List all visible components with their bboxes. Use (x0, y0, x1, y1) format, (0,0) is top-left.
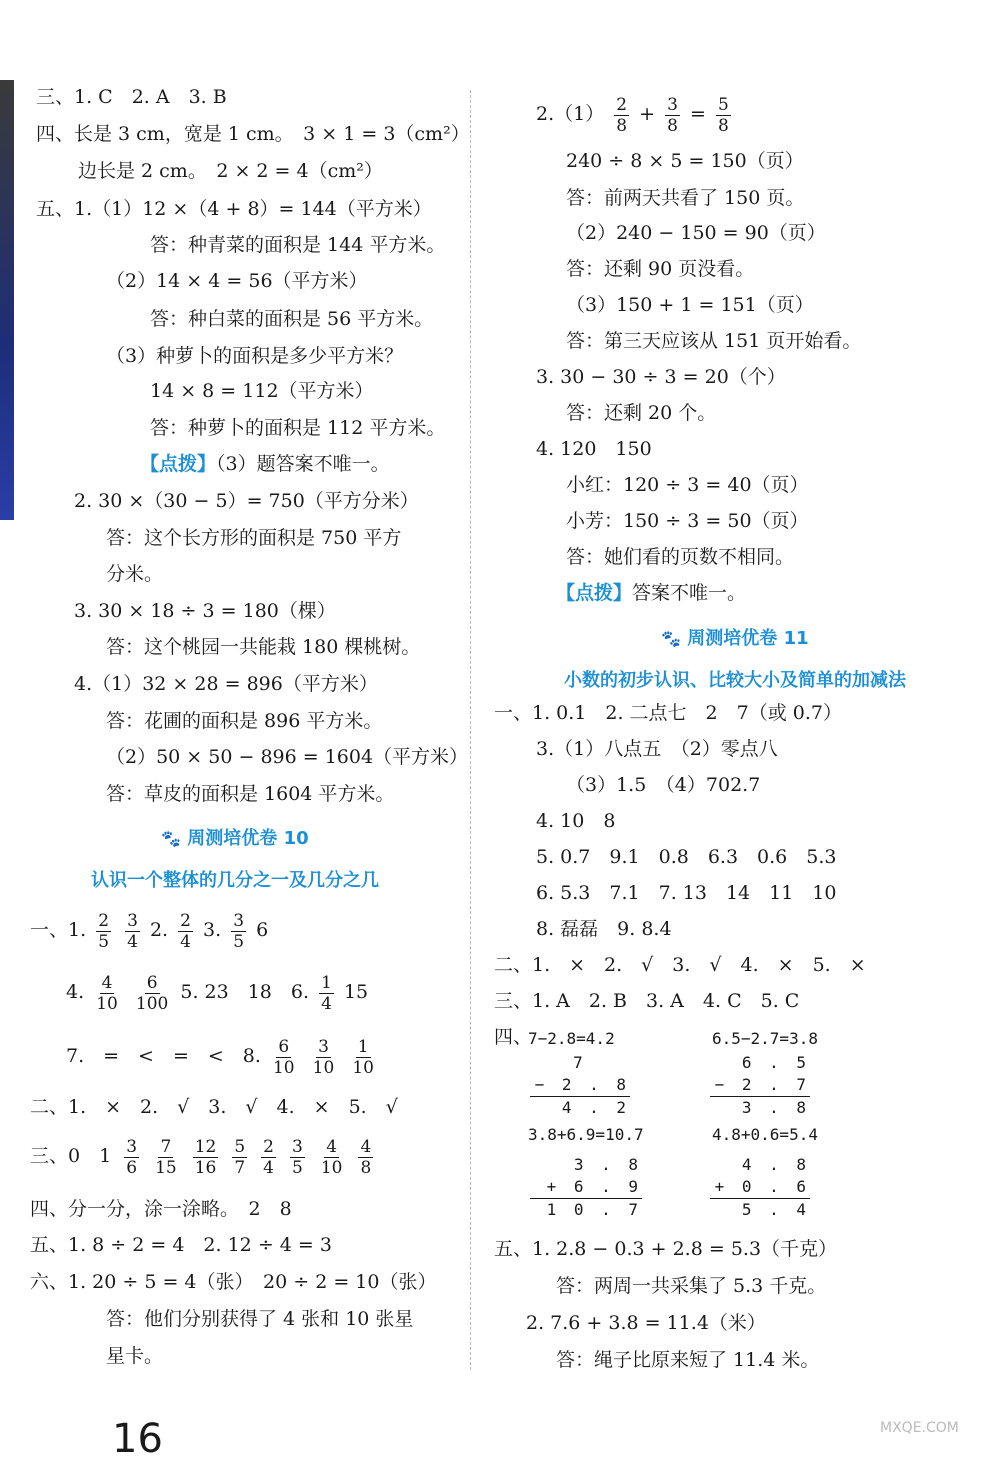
answer-line: 答：绳子比原来短了 11.4 米。 (556, 1349, 820, 1371)
hint-text: 答案不唯一。 (632, 582, 747, 604)
answer-line: 分米。 (106, 563, 164, 585)
vertical-calculation: 4 . 8 + 0 . 6 5 . 4 (710, 1154, 810, 1221)
answer-line: 3. 30 − 30 ÷ 3 = 20（个） (536, 366, 786, 388)
answer-line: 2. 7.6 + 3.8 = 11.4（米） (526, 1312, 766, 1334)
paw-icon: 🐾 (161, 829, 182, 848)
answer-line: 五、1. 2.8 − 0.3 + 2.8 = 5.3（千克） (494, 1238, 838, 1260)
answer-line: 二、1. × 2. √ 3. √ 4. × 5. × (494, 954, 866, 976)
calc-equation: 6.5−2.7=3.8 (712, 1029, 818, 1048)
watermark: MXQE.COM (880, 1420, 959, 1436)
answer-line: 四、 (494, 1026, 533, 1048)
answer-line: 3.（1）八点五 （2）零点八 (536, 738, 778, 760)
fraction: $\frac{5}{7}$ (234, 1136, 246, 1178)
answer-line: 一、1. 0.1 2. 二点七 2 7（或 0.7） (494, 702, 842, 724)
fraction: $\frac{2}{4}$ (263, 1136, 274, 1178)
fraction: $\frac{12}{16}$ (194, 1136, 217, 1178)
answer-line: 4. 120 150 (536, 438, 652, 460)
answer-line: 答：这个桃园一共能栽 180 棵桃树。 (106, 636, 421, 658)
answer-line: （2）50 × 50 − 896 = 1604（平方米） (106, 746, 469, 768)
fraction: $\frac{2}{8}$ (616, 94, 628, 136)
answer-line: 二、1. × 2. √ 3. √ 4. × 5. √ (30, 1096, 398, 1118)
answer-line: 三、1. C 2. A 3. B (36, 86, 227, 108)
answer-line: 4. 10 8 (536, 810, 616, 832)
answer-line-fractions: 4. $\frac{4}{10}$ $\frac{6}{100}$ 5. 23 18 6. $\frac{1}{4}$ 15 (66, 972, 369, 1014)
hint-tag: 【点拨】 (140, 453, 217, 475)
answer-line: 答：她们看的页数不相同。 (566, 546, 795, 568)
answer-line: 2. 30 ×（30 − 5）= 750（平方分米） (74, 490, 419, 512)
fraction: $\frac{3}{10}$ (312, 1036, 335, 1078)
answer-line: 边长是 2 cm。 2 × 2 = 4（cm²） (78, 160, 383, 182)
calc-equation: 3.8+6.9=10.7 (528, 1125, 644, 1144)
vertical-calculation (528, 1124, 644, 1146)
fraction: $\frac{3}{4}$ (127, 910, 138, 952)
hint-line (556, 582, 746, 604)
vertical-calculation: 6 . 5 − 2 . 7 3 . 8 (710, 1052, 810, 1119)
hint-tag: 【点拨】 (556, 582, 633, 604)
answer-line: 答：草皮的面积是 1604 平方米。 (106, 783, 395, 805)
vertical-calculation: 7 − 2 . 8 4 . 2 (530, 1052, 630, 1119)
answer-line: 答：前两天共看了 150 页。 (566, 187, 805, 209)
answer-line-fractions: 一、1. $\frac{2}{5}$ $\frac{3}{4}$ 2. $\frac{2}{4}$ 3. $\frac{3}{5}$ 6 (30, 910, 269, 952)
section-title: 🐾 周测培优卷 10 (161, 828, 309, 849)
fraction: $\frac{3}{5}$ (233, 910, 245, 952)
fraction: $\frac{7}{15}$ (155, 1136, 177, 1178)
answer-line: 答：种青菜的面积是 144 平方米。 (150, 234, 446, 256)
answer-line: 答：花圃的面积是 896 平方米。 (106, 710, 383, 732)
answer-line: （2）14 × 4 = 56（平方米） (106, 270, 368, 292)
answer-line-fractions: 三、0 1 $\frac{3}{6}$ $\frac{7}{15}$ $\frac{12}{16}$ $\frac{5}{7}$ $\frac{2}{4}$ $\frac{3}{5}$ $\frac{4}{10}$ $\frac{4}{8}$ (30, 1136, 372, 1178)
answer-line: （3）150 + 1 = 151（页） (566, 294, 814, 316)
vertical-calculation: 3 . 8 + 6 . 9 1 0 . 7 (530, 1154, 642, 1221)
answer-line: 5. 0.7 9.1 0.8 6.3 0.6 5.3 (536, 846, 837, 868)
answer-line-fractions: 2.（1） $\frac{2}{8}$ + $\frac{3}{8}$ = $\frac{5}{8}$ (536, 94, 729, 136)
answer-line: 答：种萝卜的面积是 112 平方米。 (150, 417, 446, 439)
fraction: $\frac{6}{10}$ (272, 1036, 295, 1078)
fraction: $\frac{4}{8}$ (360, 1136, 372, 1178)
answer-line: 14 × 8 = 112（平方米） (150, 380, 374, 402)
answer-line: 答：种白菜的面积是 56 平方米。 (150, 308, 434, 330)
hint-text: （3）题答案不唯一。 (216, 453, 390, 475)
calc-equation: 7−2.8=4.2 (528, 1029, 615, 1048)
answer-line: 答：还剩 90 页没看。 (566, 258, 755, 280)
fraction: $\frac{6}{100}$ (135, 972, 169, 1014)
answer-line: 8. 磊磊 9. 8.4 (536, 918, 672, 940)
section-title: 🐾 周测培优卷 11 (661, 628, 809, 649)
answer-line: 答：两周一共采集了 5.3 千克。 (556, 1275, 827, 1297)
answer-line: 五、1. 8 ÷ 2 = 4 2. 12 ÷ 4 = 3 (30, 1234, 332, 1256)
vertical-calculation (528, 1028, 615, 1050)
fraction: $\frac{2}{4}$ (180, 910, 191, 952)
paw-icon: 🐾 (661, 629, 682, 648)
vertical-calculation (712, 1124, 818, 1146)
answer-line: 答：还剩 20 个。 (566, 402, 717, 424)
answer-line: 6. 5.3 7.1 7. 13 14 11 10 (536, 882, 837, 904)
section-subtitle: 认识一个整体的几分之一及几分之几 (91, 870, 379, 891)
answer-line: 答：第三天应该从 151 页开始看。 (566, 330, 862, 352)
answer-line: 4.（1）32 × 28 = 896（平方米） (74, 673, 378, 695)
answer-line: （3）种萝卜的面积是多少平方米？ (106, 345, 404, 367)
fraction: $\frac{5}{8}$ (717, 94, 729, 136)
fraction: $\frac{3}{6}$ (126, 1136, 138, 1178)
column-divider (470, 90, 471, 1370)
answer-line: 四、分一分，涂一涂略。 2 8 (30, 1198, 292, 1220)
fraction: $\frac{3}{8}$ (667, 94, 678, 136)
answer-line: 答：这个长方形的面积是 750 平方 (106, 527, 402, 549)
section-subtitle: 小数的初步认识、比较大小及简单的加减法 (564, 670, 906, 691)
answer-line: 答：他们分别获得了 4 张和 10 张星 (106, 1308, 414, 1330)
fraction: $\frac{2}{5}$ (98, 910, 110, 952)
fraction: $\frac{3}{5}$ (292, 1136, 303, 1178)
answer-line: 三、1. A 2. B 3. A 4. C 5. C (494, 990, 800, 1012)
fraction: $\frac{4}{10}$ (320, 1136, 343, 1178)
vertical-calculation (712, 1028, 818, 1050)
answer-line: 六、1. 20 ÷ 5 = 4（张） 20 ÷ 2 = 10（张） (30, 1271, 437, 1293)
calc-equation: 4.8+0.6=5.4 (712, 1125, 818, 1144)
answer-line: 四、长是 3 cm，宽是 1 cm。 3 × 1 = 3（cm²） (36, 123, 470, 145)
hint-line (140, 453, 390, 475)
fraction: $\frac{4}{10}$ (96, 972, 118, 1014)
answer-line: 240 ÷ 8 × 5 = 150（页） (566, 150, 804, 172)
fraction: $\frac{1}{4}$ (321, 972, 332, 1014)
answer-line-fractions: 7. = < = < 8. $\frac{6}{10}$ $\frac{3}{10}$ $\frac{1}{10}$ (66, 1036, 374, 1078)
answer-line: 星卡。 (106, 1345, 164, 1367)
answer-line: （2）240 − 150 = 90（页） (566, 222, 826, 244)
answer-line: 3. 30 × 18 ÷ 3 = 180（棵） (74, 600, 336, 622)
answer-line: 五、1.（1）12 ×（4 + 8）= 144（平方米） (36, 198, 432, 220)
book-spine-edge (0, 80, 14, 520)
page-number: 16 (112, 1416, 163, 1462)
answer-line: 小红：120 ÷ 3 = 40（页） (566, 474, 809, 496)
fraction: $\frac{1}{10}$ (352, 1036, 374, 1078)
answer-line: （3）1.5 （4）702.7 (566, 774, 761, 796)
answer-line: 小芳：150 ÷ 3 = 50（页） (566, 510, 809, 532)
